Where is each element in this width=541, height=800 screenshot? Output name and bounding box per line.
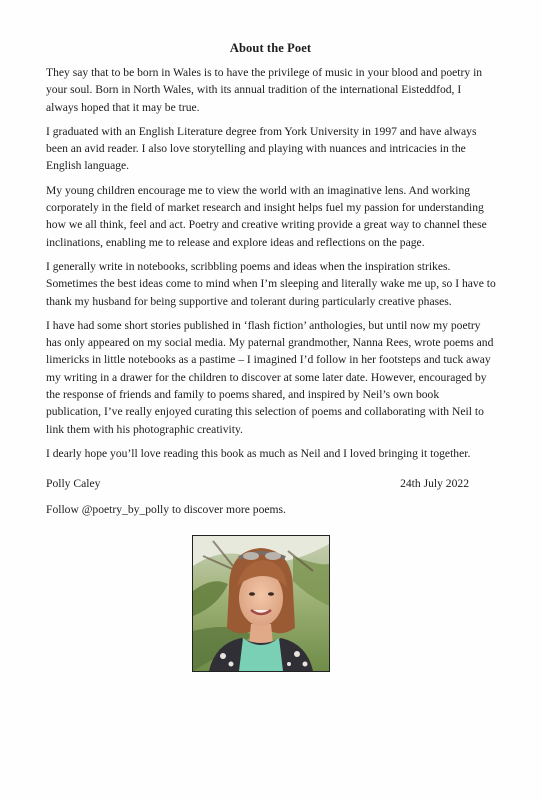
author-name: Polly Caley — [46, 477, 101, 491]
author-portrait-icon — [193, 536, 329, 671]
follow-line: Follow @poetry_by_polly to discover more poems. — [46, 502, 286, 516]
paragraph-5: I have had some short stories published in ‘flash fiction’ anthologies, but until now my poetry has only appeared on my social media. My paternal grandmother, Nanna Rees, wrote poems and limericks in little notebooks as a pastime – I imagined I’d follow in her footsteps and tuck away my writing in a drawer for the children to discover at some later date. However, encouraged by the response of friends and family to poems shared, and inspired by Neil’s own book publication, I’ve really enjoyed curating this selection of poems and collaborating with Neil to link them with his photographic creativity. — [46, 318, 494, 436]
paragraph-4: I generally write in notebooks, scribbling poems and ideas when the inspiration strikes. Sometimes the best ideas come to mind when I’m sleeping and literally wake me up, so I have to thank my husband for being supportive and tolerant during particularly creative phases. — [46, 259, 496, 308]
page-title: About the Poet — [229, 41, 312, 55]
body-text — [46, 64, 496, 518]
paragraph-6: I dearly hope you’ll love reading this book as much as Neil and I loved bringing it together. — [46, 446, 471, 460]
signature-row — [46, 475, 469, 492]
author-portrait-photo — [192, 535, 330, 672]
paragraph-2: I graduated with an English Literature degree from York University in 1997 and have always been an avid reader. I also love storytelling and playing with nuances and intricacies in the English language. — [46, 124, 477, 173]
paragraph-3: My young children encourage me to view the world with an imaginative lens. And working corporately in the field of market research and insight helps fuel my passion for understanding how we all think, feel and act. Poetry and creative writing provide a great way to channel these inclinations, enabling me to release and explore ideas and reflections on the page. — [46, 183, 487, 249]
paragraph-1: They say that to be born in Wales is to have the privilege of music in your blood and poetry in your soul. Born in North Wales, with its annual tradition of the international Eisteddfod, I always hoped that it may be true. — [46, 66, 483, 114]
signature-date: 24th July 2022 — [400, 477, 469, 491]
